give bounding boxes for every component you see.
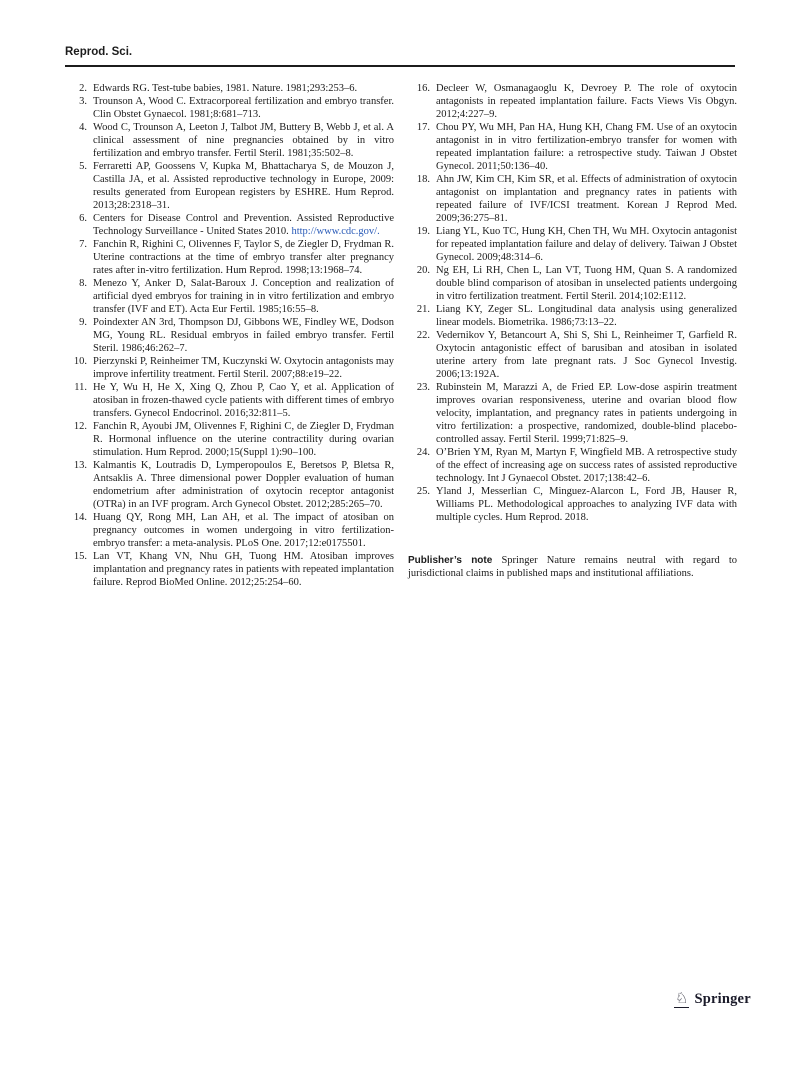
reference-text: Ng EH, Li RH, Chen L, Lan VT, Tuong HM, Quan S. A randomized double blind comparison of atosiban in unselected patients undergoing in vitro fertilization treatment. Fertil Steril. 2014;102:E112. bbox=[436, 265, 737, 302]
reference-item bbox=[65, 160, 394, 212]
reference-text: Ahn JW, Kim CH, Kim SR, et al. Effects of administration of oxytocin antagonist on implantation and pregnancy rates in patients with repeated failure of IVF/ICSI treatment. Korean J Reprod Med. 2009;36:275–81. bbox=[436, 174, 737, 224]
reference-item bbox=[408, 121, 737, 173]
reference-item bbox=[408, 82, 737, 121]
reference-item bbox=[65, 95, 394, 121]
reference-text: Rubinstein M, Marazzi A, de Fried EP. Low-dose aspirin treatment improves ovarian responsiveness, uterine and ovarian blood flow velocity, implantation, and pregnancy rates in patients undergoing in vitro fertilization: a prospective, randomized, double-blind placebo-controlled assay. Fertil Steril. 1999;71:825–9. bbox=[436, 382, 737, 445]
reference-number: 24. bbox=[416, 447, 430, 458]
reference-number: 23. bbox=[416, 382, 430, 393]
reference-text: Huang QY, Rong MH, Lan AH, et al. The impact of atosiban on pregnancy outcomes in women undergoing in vitro fertilization-embryo transfer: a meta-analysis. PLoS One. 2017;12:e0175501. bbox=[93, 512, 394, 549]
reference-item bbox=[408, 264, 737, 303]
reference-text: Ferraretti AP, Goossens V, Kupka M, Bhattacharya S, de Mouzon J, Castilla JA, et al. Assisted reproductive technology in Europe, 2009: results generated from European registers by ESHRE. Hum Reprod. 2013;28:2318–31. bbox=[93, 161, 394, 211]
reference-text: O’Brien YM, Ryan M, Martyn F, Wingfield MB. A retrospective study of the effect of increasing age on success rates of assisted reproductive technology. Int J Gynaecol Obstet. 2017;138:42–6. bbox=[436, 447, 737, 484]
publisher-note bbox=[408, 554, 737, 580]
reference-item bbox=[408, 173, 737, 225]
reference-number: 8. bbox=[79, 278, 87, 289]
reference-number: 17. bbox=[416, 122, 430, 133]
reference-text: He Y, Wu H, He X, Xing Q, Zhou P, Cao Y, et al. Application of atosiban in frozen-thawed cycle patients with different times of embryo transfers. Gynecol Endocrinol. 2016;32:811–5. bbox=[93, 382, 394, 419]
reference-number: 11. bbox=[74, 382, 87, 393]
reference-item bbox=[65, 381, 394, 420]
reference-text: Lan VT, Khang VN, Nhu GH, Tuong HM. Atosiban improves implantation and pregnancy rates in patients with repeated implantation failure. Reprod BioMed Online. 2012;25:254–60. bbox=[93, 551, 394, 588]
header-rule bbox=[65, 65, 735, 67]
reference-item bbox=[65, 212, 394, 238]
reference-number: 12. bbox=[73, 421, 87, 432]
publisher-note-label: Publisher’s note bbox=[408, 555, 493, 566]
references-section bbox=[65, 82, 737, 589]
reference-number: 25. bbox=[416, 486, 430, 497]
reference-number: 7. bbox=[79, 239, 87, 250]
reference-text: Centers for Disease Control and Prevention. Assisted Reproductive Technology Surveillance - United States 2010. http://www.cdc.gov/. bbox=[93, 213, 394, 237]
reference-item bbox=[65, 238, 394, 277]
reference-text: Liang KY, Zeger SL. Longitudinal data analysis using generalized linear models. Biometrika. 1986;73:13–22. bbox=[436, 304, 737, 328]
reference-item bbox=[65, 121, 394, 160]
reference-item bbox=[65, 277, 394, 316]
reference-text: Fanchin R, Ayoubi JM, Olivennes F, Righini C, de Ziegler D, Frydman R. Hormonal influence on the uterine contractility during ovarian stimulation. Hum Reprod. 2000;15(Suppl 1):90–100. bbox=[93, 421, 394, 458]
running-head: Reprod. Sci. bbox=[65, 46, 133, 58]
reference-text: Liang YL, Kuo TC, Hung KH, Chen TH, Wu MH. Oxytocin antagonist for repeated implantation failure and delay of delivery. Taiwan J Obstet Gynecol. 2009;48:314–6. bbox=[436, 226, 737, 263]
reference-number: 3. bbox=[79, 96, 87, 107]
reference-item bbox=[408, 329, 737, 381]
reference-number: 19. bbox=[416, 226, 430, 237]
reference-item bbox=[65, 420, 394, 459]
reference-text: Fanchin R, Righini C, Olivennes F, Taylor S, de Ziegler D, Frydman R. Uterine contractions at the time of embryo transfer alter pregnancy rates after in-vitro fertilization. Hum Reprod. 1998;13:1968–74. bbox=[93, 239, 394, 276]
reference-text: Menezo Y, Anker D, Salat-Baroux J. Conception and realization of artificial dyed embryos for training in in vitro fertilization and embryo transfer (IVF and ET). Acta Eur Fertil. 1985;16:55–8. bbox=[93, 278, 394, 315]
reference-item bbox=[65, 316, 394, 355]
reference-number: 6. bbox=[79, 213, 87, 224]
reference-item bbox=[408, 303, 737, 329]
references-column-right bbox=[408, 82, 737, 589]
reference-number: 21. bbox=[416, 304, 430, 315]
reference-text: Yland J, Messerlian C, Minguez-Alarcon L, Ford JB, Hauser R, Williams PL. Methodological approaches to analyzing IVF data with multiple cycles. Hum Reprod. 2018. bbox=[436, 486, 737, 523]
reference-text: Kalmantis K, Loutradis D, Lymperopoulos E, Beretsos P, Bletsa R, Antsaklis A. Three dimensional power Doppler evaluation of human endometrium after administration of oxytocin receptor antagonist (OTRa) in an IVF program. Arch Gynecol Obstet. 2012;285:265–70. bbox=[93, 460, 394, 510]
reference-text: Vedernikov Y, Betancourt A, Shi S, Shi L, Reinheimer T, Garfield R. Oxytocin antagonistic effect of barusiban and atosiban in isolated uterine artery from late pregnant rats. J Soc Gynecol Investig. 2006;13:192A. bbox=[436, 330, 737, 380]
reference-text: Pierzynski P, Reinheimer TM, Kuczynski W. Oxytocin antagonists may improve infertility treatment. Fertil Steril. 2007;88:e19–22. bbox=[93, 356, 394, 380]
reference-text: Decleer W, Osmanagaoglu K, Devroey P. The role of oxytocin antagonists in repeated implantation failure. Facts Views Vis Obgyn. 2012;4:227–9. bbox=[436, 83, 737, 120]
reference-number: 13. bbox=[73, 460, 87, 471]
springer-logo-text: Springer bbox=[694, 991, 751, 1007]
reference-item bbox=[408, 225, 737, 264]
reference-number: 15. bbox=[73, 551, 87, 562]
reference-text: Poindexter AN 3rd, Thompson DJ, Gibbons WE, Findley WE, Dodson MG, Young RL. Residual embryos in failed embryo transfer. Fertil Steril. 1986;46:262–7. bbox=[93, 317, 394, 354]
references-column-left bbox=[65, 82, 394, 589]
reference-text: Wood C, Trounson A, Leeton J, Talbot JM, Buttery B, Webb J, et al. A clinical assessment of nine pregnancies obtained by in vitro fertilization and embryo transfer. Fertil Steril. 1981;35:502–8. bbox=[93, 122, 394, 159]
reference-number: 2. bbox=[79, 83, 87, 94]
reference-item bbox=[65, 459, 394, 511]
reference-item bbox=[408, 381, 737, 446]
reference-number: 22. bbox=[416, 330, 430, 341]
reference-number: 4. bbox=[79, 122, 87, 133]
springer-horse-icon: ♘ bbox=[675, 990, 689, 1007]
publisher-note-text: Springer Nature remains neutral with regard to jurisdictional claims in published maps and institutional affiliations. bbox=[408, 555, 737, 579]
reference-item bbox=[65, 511, 394, 550]
reference-number: 16. bbox=[416, 83, 430, 94]
reference-number: 10. bbox=[73, 356, 87, 367]
reference-text: Chou PY, Wu MH, Pan HA, Hung KH, Chang FM. Use of an oxytocin antagonist in in vitro fertilization-embryo transfer for women with repeated implantation failure: a retrospective study. Taiwan J Obstet Gynecol. 2011;50:136–40. bbox=[436, 122, 737, 172]
reference-link[interactable]: http://www.cdc.gov/. bbox=[291, 226, 380, 237]
reference-item bbox=[408, 446, 737, 485]
springer-logo bbox=[674, 991, 751, 1008]
reference-number: 14. bbox=[73, 512, 87, 523]
reference-item bbox=[65, 82, 394, 95]
reference-number: 9. bbox=[79, 317, 87, 328]
reference-number: 20. bbox=[416, 265, 430, 276]
reference-text: Trounson A, Wood C. Extracorporeal fertilization and embryo transfer. Clin Obstet Gynaecol. 1981;8:681–713. bbox=[93, 96, 394, 120]
reference-item bbox=[408, 485, 737, 524]
reference-text: Edwards RG. Test-tube babies, 1981. Nature. 1981;293:253–6. bbox=[93, 83, 358, 94]
reference-item bbox=[65, 355, 394, 381]
reference-number: 18. bbox=[416, 174, 430, 185]
reference-item bbox=[65, 550, 394, 589]
reference-number: 5. bbox=[79, 161, 87, 172]
